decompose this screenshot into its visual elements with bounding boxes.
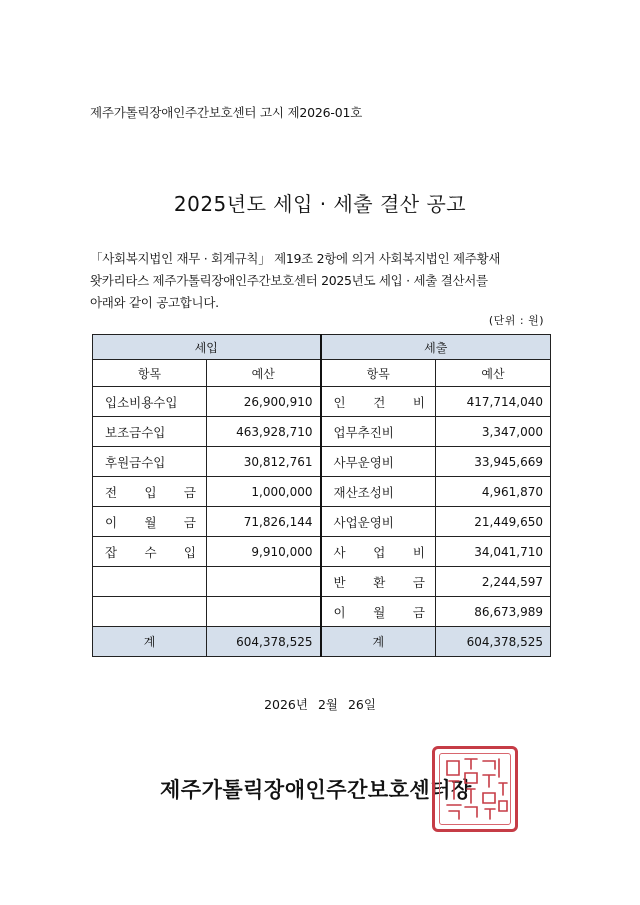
revenue-total-label: 계 <box>93 627 207 657</box>
expense-amount: 86,673,989 <box>436 597 551 627</box>
table-row <box>93 477 551 507</box>
expense-item: 사무운영비 <box>321 447 436 477</box>
table-total-row <box>93 627 551 657</box>
announcement-date: 2026년 2월 26일 <box>264 697 376 712</box>
budget-table <box>92 334 551 657</box>
expense-item: 반 환 금 <box>321 567 436 597</box>
revenue-item: 이 월 금 <box>93 507 207 537</box>
notice-number: 제주가톨릭장애인주간보호센터 고시 제2026-01호 <box>90 105 363 120</box>
revenue-budget-header: 예산 <box>207 360 321 387</box>
body-line: 「사회복지법인 재무 · 회계규칙」 제19조 2항에 의거 사회복지법인 제주황새 <box>90 251 501 266</box>
expense-item: 인 건 비 <box>321 387 436 417</box>
expense-amount: 4,961,870 <box>436 477 551 507</box>
expense-item: 업무추진비 <box>321 417 436 447</box>
table-body <box>93 387 551 627</box>
expense-budget-header: 예산 <box>436 360 551 387</box>
revenue-item: 입소비용수입 <box>93 387 207 417</box>
expense-total-label: 계 <box>321 627 436 657</box>
unit-label: (단위 : 원) <box>488 314 544 327</box>
expense-header: 세출 <box>321 335 551 360</box>
revenue-amount <box>207 597 321 627</box>
expense-amount: 34,041,710 <box>436 537 551 567</box>
body-line: 왓카리타스 제주가톨릭장애인주간보호센터 2025년도 세입 · 세출 결산서를 <box>90 273 488 288</box>
table-row <box>93 537 551 567</box>
document-title: 2025년도 세입 · 세출 결산 공고 <box>173 192 467 216</box>
revenue-item: 후원금수입 <box>93 447 207 477</box>
revenue-item-header: 항목 <box>93 360 207 387</box>
body-line: 아래와 같이 공고합니다. <box>90 295 219 310</box>
revenue-amount: 9,910,000 <box>207 537 321 567</box>
expense-item-header: 항목 <box>321 360 436 387</box>
expense-amount: 417,714,040 <box>436 387 551 417</box>
table-row <box>93 567 551 597</box>
table-row <box>93 597 551 627</box>
revenue-item: 잡 수 입 <box>93 537 207 567</box>
revenue-amount: 463,928,710 <box>207 417 321 447</box>
revenue-item <box>93 567 207 597</box>
expense-amount: 2,244,597 <box>436 567 551 597</box>
expense-item: 이 월 금 <box>321 597 436 627</box>
seal-glyphs-icon <box>435 749 515 829</box>
expense-amount: 33,945,669 <box>436 447 551 477</box>
revenue-item: 보조금수입 <box>93 417 207 447</box>
revenue-amount: 26,900,910 <box>207 387 321 417</box>
revenue-amount: 71,826,144 <box>207 507 321 537</box>
revenue-item <box>93 597 207 627</box>
revenue-header: 세입 <box>93 335 321 360</box>
document-body <box>90 248 560 314</box>
table-group-header-row <box>93 335 551 360</box>
expense-amount: 21,449,650 <box>436 507 551 537</box>
table-row <box>93 507 551 537</box>
revenue-amount: 30,812,761 <box>207 447 321 477</box>
expense-item: 사업운영비 <box>321 507 436 537</box>
revenue-amount <box>207 567 321 597</box>
expense-item: 사 업 비 <box>321 537 436 567</box>
revenue-amount: 1,000,000 <box>207 477 321 507</box>
table-row <box>93 417 551 447</box>
expense-total-amount: 604,378,525 <box>436 627 551 657</box>
table-column-header-row <box>93 360 551 387</box>
table-row <box>93 387 551 417</box>
official-seal-icon <box>432 746 518 832</box>
table-row <box>93 447 551 477</box>
issuer-name: 제주가톨릭장애인주간보호센터장 <box>160 778 472 802</box>
revenue-item: 전 입 금 <box>93 477 207 507</box>
expense-amount: 3,347,000 <box>436 417 551 447</box>
revenue-total-amount: 604,378,525 <box>207 627 321 657</box>
expense-item: 재산조성비 <box>321 477 436 507</box>
